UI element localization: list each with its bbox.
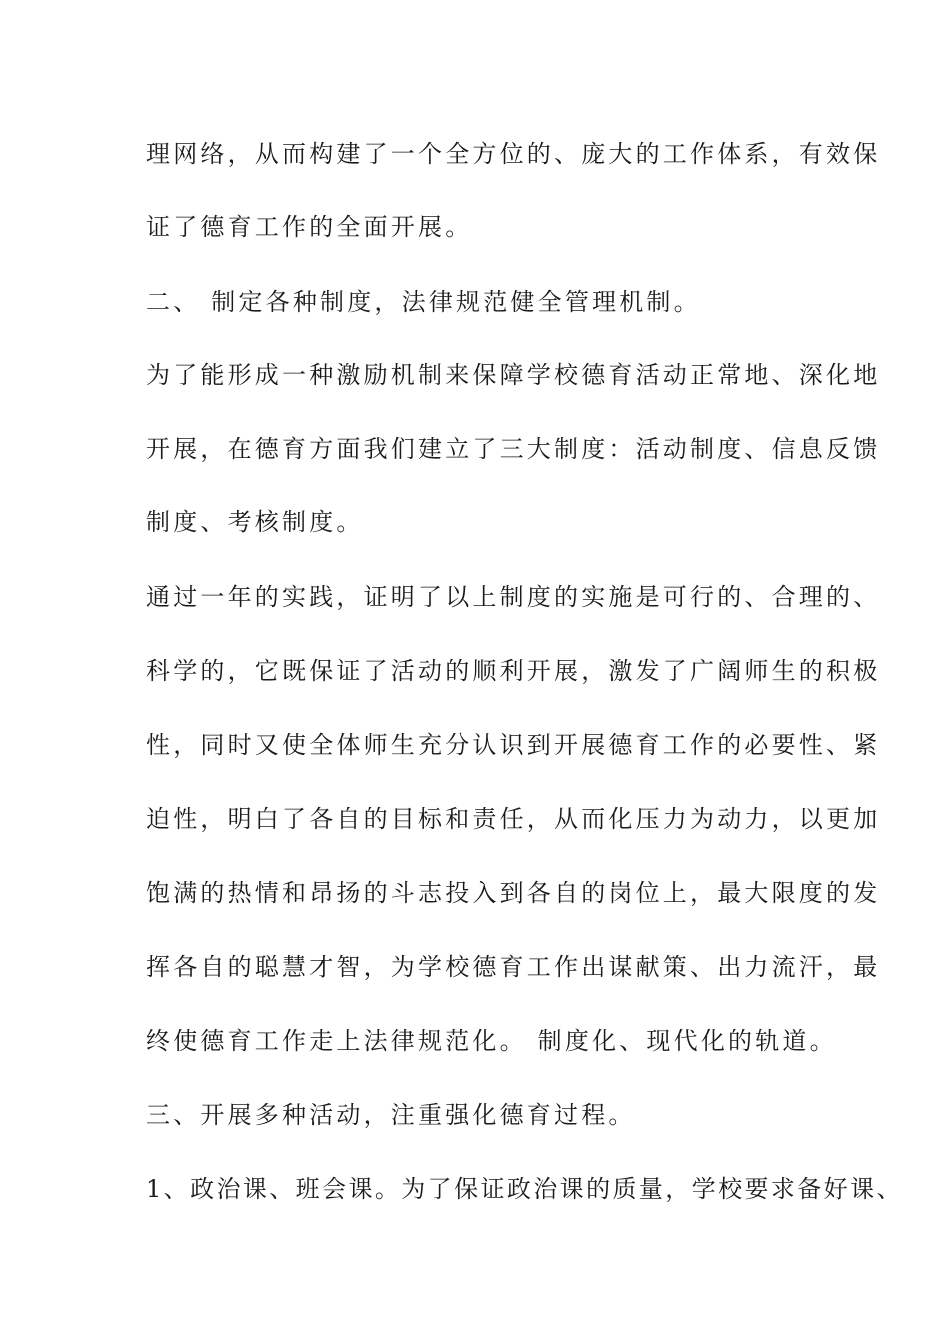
text-line: 迫性，明白了各自的目标和责任，从而化压力为动力，以更加 [146,805,881,833]
text-line: 终使德育工作走上法律规范化。 制度化、现代化的轨道。 [146,1027,837,1055]
section-heading-2: 二、 制定各种制度，法律规范健全管理机制。 [146,288,701,316]
text-line: 性，同时又使全体师生充分认识到开展德育工作的必要性、紧 [146,731,881,759]
text-line: 开展，在德育方面我们建立了三大制度：活动制度、信息反馈 [146,435,881,463]
section-heading-3: 三、开展多种活动，注重强化德育过程。 [146,1101,636,1129]
text-line: 证了德育工作的全面开展。 [146,213,473,241]
text-line: 饱满的热情和昂扬的斗志投入到各自的岗位上，最大限度的发 [146,879,881,907]
text-line: 1、政治课、班会课。为了保证政治课的质量，学校要求备好课、 [146,1175,903,1203]
text-line: 通过一年的实践，证明了以上制度的实施是可行的、合理的、 [146,583,881,611]
text-line: 科学的，它既保证了活动的顺利开展，激发了广阔师生的积极 [146,657,881,685]
text-line: 为了能形成一种激励机制来保障学校德育活动正常地、深化地 [146,361,881,389]
text-line: 理网络，从而构建了一个全方位的、庞大的工作体系，有效保 [146,140,881,168]
text-line: 挥各自的聪慧才智，为学校德育工作出谋献策、出力流汗，最 [146,953,881,981]
text-line: 制度、考核制度。 [146,508,364,536]
